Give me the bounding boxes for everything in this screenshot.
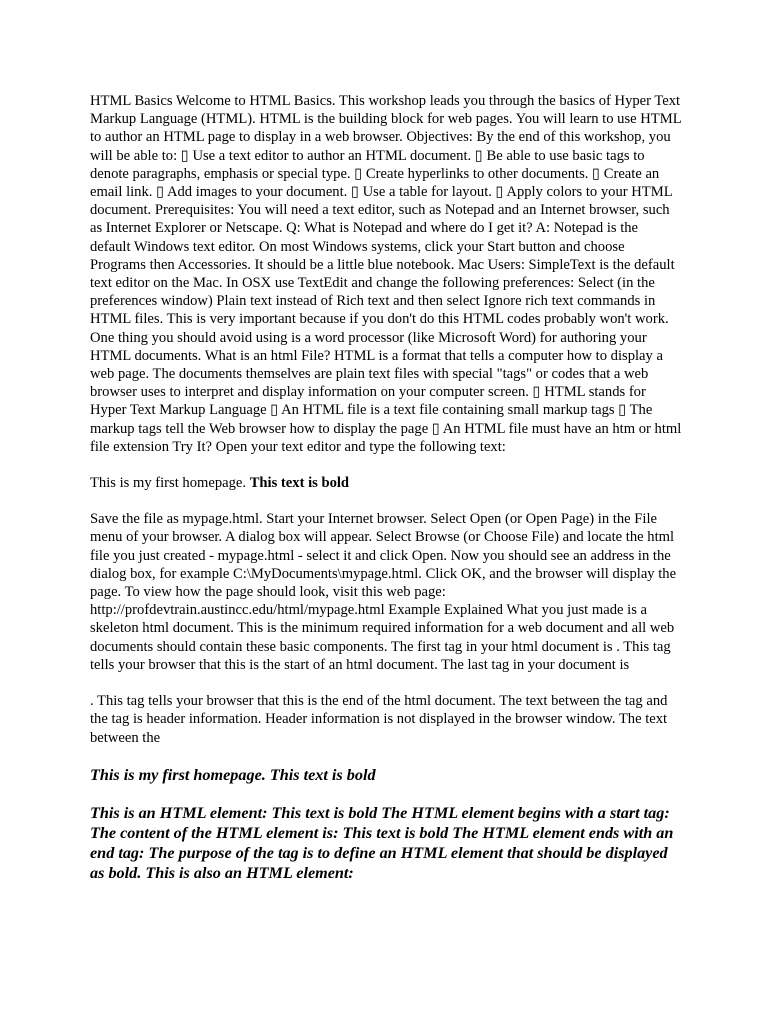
document-page bbox=[90, 92, 682, 901]
intro-paragraph: HTML Basics Welcome to HTML Basics. This workshop leads you through the basics of Hyper Text Markup Language (HTML). HTML is the building block for web pages. You will learn to use HTML to author an HTML page to display in a web browser. Objectives: By the end of this workshop, you will be able to: ▯ Use a text editor to author an HTML document. ▯ Be able to use basic tags to denote paragraphs, emphasis or special type. ▯ Create hyperlinks to other documents. ▯ Create an email link. ▯ Add images to your document. ▯ Use a table for layout. ▯ Apply colors to your HTML document. Prerequisites: You will need a text editor, such as Notepad and an Internet browser, such as Internet Explorer or Netscape. Q: What is Notepad and where do I get it? A: Notepad is the default Windows text editor. On most Windows systems, click your Start button and choose Programs then Accessories. It should be a little blue notebook. Mac Users: SimpleText is the default text editor on the Mac. In OSX use TextEdit and change the following preferences: Select (in the preferences window) Plain text instead of Rich text and then select Ignore rich text commands in HTML files. This is very important because if you don't do this HTML codes probably won't work. One thing you should avoid using is a word processor (like Microsoft Word) for authoring your HTML documents. What is an html File? HTML is a format that tells a computer how to display a web page. The documents themselves are plain text files with special "tags" or codes that a web browser uses to interpret and display information on your computer screen. ▯ HTML stands for Hyper Text Markup Language ▯ An HTML file is a text file containing small markup tags ▯ The markup tags tell the Web browser how to display the page ▯ An HTML file must have an htm or html file extension Try It? Open your text editor and type the following text: bbox=[90, 93, 682, 455]
sample-text-paragraph bbox=[90, 474, 682, 492]
bold-italic-heading-1: This is my first homepage. This text is bold bbox=[90, 765, 376, 784]
instructions-paragraph: Save the file as mypage.html. Start your Internet browser. Select Open (or Open Page) in the File menu of your browser. A dialog box will appear. Select Browse (or Choose File) and locate the html file you just created - mypage.html - select it and click Open. Now you should see an address in the dialog box, for example C:\MyDocuments\mypage.html. Click OK, and the browser will display the page. To view how the page should look, visit this web page: http://profdevtrain.austincc.edu/html/mypage.html Example Explained What you just made is a skeleton html document. This is the minimum required information for a web document and all web documents should contain these basic components. The first tag in your html document is . This tag tells your browser that this is the start of an html document. The last tag in your document is bbox=[90, 511, 677, 673]
sample-text-bold: This text is bold bbox=[249, 475, 350, 492]
sample-text-plain: This is my first homepage. bbox=[90, 475, 250, 492]
explanation-paragraph: . This tag tells your browser that this is the end of the html document. The text between the tag and the tag is header information. Header information is not displayed in the browser window. The text between the bbox=[90, 693, 668, 746]
bold-italic-heading-2: This is an HTML element: This text is bold The HTML element begins with a start tag: The content of the HTML element is: This text is bold The HTML element ends with an end tag: The purpose of the tag is to define an HTML element that should be displayed as bold. This is also an HTML element: bbox=[90, 803, 674, 882]
